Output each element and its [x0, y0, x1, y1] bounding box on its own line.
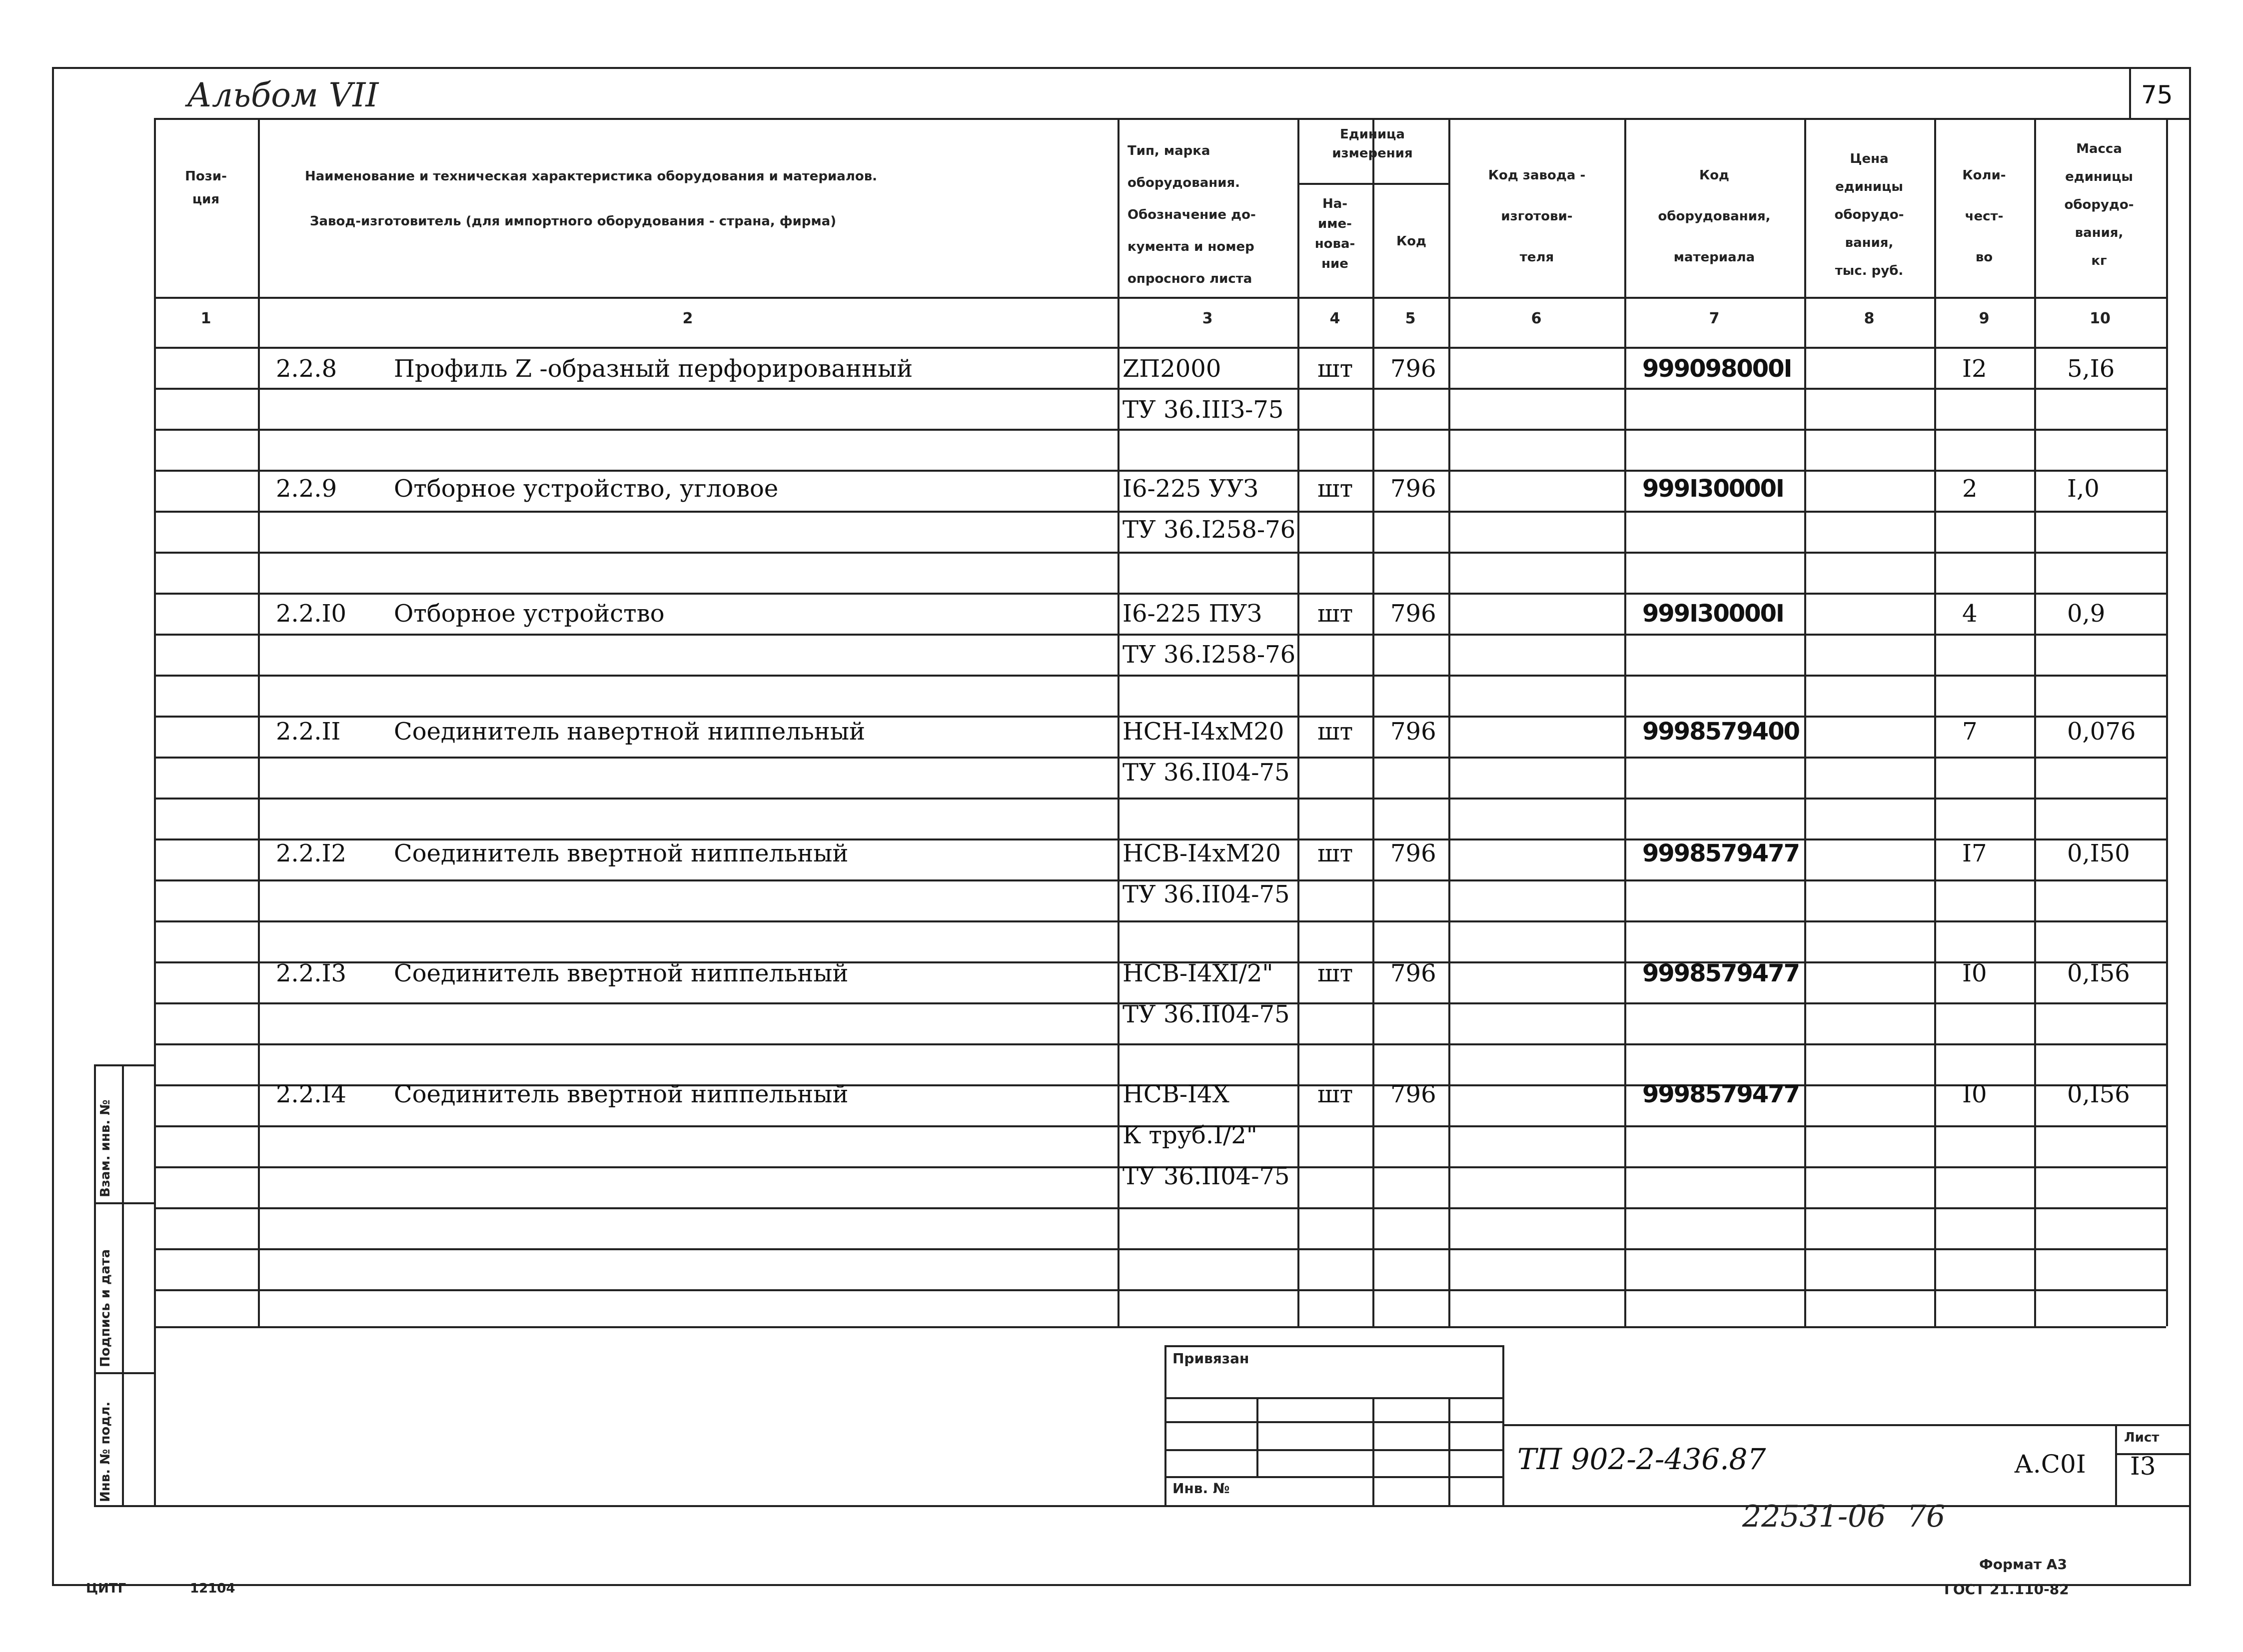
row-line [154, 634, 2166, 636]
item-spec: ТУ 36.I258-76 [1122, 516, 1296, 544]
album-note: Альбом VII [187, 76, 379, 114]
item-spec: ТУ 36.II04-75 [1122, 1162, 1290, 1190]
format-label: Формат А3 [1979, 1556, 2067, 1573]
item-type: НСН-I4хМ20 [1122, 718, 1284, 746]
item-type: НСВ-I4ХI/2" [1122, 959, 1273, 987]
header-name-line1: Наименование и техническая характеристика оборудования и материалов. [305, 169, 878, 184]
item-position: 2.2.8 [276, 355, 337, 383]
privyazan-label: Привязан [1172, 1350, 1249, 1367]
header-quantity: Коли- чест- во [1962, 168, 2006, 265]
item-equipment-code: 999I30000I [1642, 600, 1784, 628]
item-quantity: I7 [1962, 839, 1987, 867]
column-line [1804, 118, 1806, 1326]
item-unit: шт [1317, 600, 1353, 628]
side-label-vzam: Взам. инв. № [98, 1099, 113, 1197]
item-position: 2.2.I2 [276, 839, 347, 867]
item-unit: шт [1317, 959, 1353, 987]
item-quantity: 2 [1962, 475, 1978, 503]
item-position: 2.2.I4 [276, 1080, 347, 1108]
item-mass: 0,076 [2067, 718, 2136, 746]
item-name: Отборное устройство, угловое [394, 475, 779, 503]
column-number: 6 [1531, 310, 1542, 327]
item-equipment-code: 999I30000I [1642, 475, 1784, 503]
row-line [154, 1043, 2166, 1045]
item-name: Профиль Z -образный перфорированный [394, 355, 913, 383]
item-type: НСВ-I4хМ20 [1122, 839, 1281, 867]
item-spec: ТУ 36.II04-75 [1122, 759, 1290, 787]
item-equipment-code: 999098000I [1642, 355, 1792, 383]
sheet-number: I3 [2130, 1452, 2156, 1481]
item-mass: 0,9 [2067, 600, 2106, 628]
item-equipment-code: 9998579400 [1642, 718, 1799, 746]
item-quantity: I0 [1962, 1080, 1987, 1108]
printer-mark: ЦИТГ [86, 1581, 126, 1596]
item-unit: шт [1317, 839, 1353, 867]
row-line [154, 1289, 2166, 1291]
item-spec: ТУ 36.II04-75 [1122, 880, 1290, 908]
header-unit-code: Код [1396, 234, 1427, 249]
row-line [154, 1248, 2166, 1250]
item-unit-code: 796 [1390, 1080, 1436, 1108]
header-name-line2: Завод-изготовитель (для импортного оборудования - страна, фирма) [310, 214, 837, 229]
column-number: 2 [682, 310, 693, 327]
side-label-podpis: Подпись и дата [98, 1249, 113, 1367]
row-line [154, 593, 2166, 595]
column-line [1297, 118, 1299, 1326]
column-number: 10 [2090, 310, 2111, 327]
item-unit: шт [1317, 355, 1353, 383]
item-equipment-code: 9998579477 [1642, 839, 1799, 867]
header-unit-name: На- име- нова- ние [1314, 196, 1355, 271]
item-mass: 5,I6 [2067, 355, 2115, 383]
row-line [154, 1326, 2166, 1328]
row-line [154, 920, 2166, 922]
row-line [154, 297, 2166, 299]
printer-number: 12104 [190, 1581, 235, 1596]
header-type: Тип, марка оборудования. Обозначение до- кумента и номер опросного листа [1127, 143, 1256, 286]
item-name: Соединитель навертной ниппельный [394, 718, 866, 746]
item-quantity: 4 [1962, 600, 1978, 628]
item-position: 2.2.9 [276, 475, 337, 503]
item-type: I6-225 ПУЗ [1122, 600, 1262, 628]
item-unit-code: 796 [1390, 355, 1436, 383]
column-line [2034, 118, 2036, 1326]
item-unit-code: 796 [1390, 959, 1436, 987]
item-name: Соединитель ввертной ниппельный [394, 1080, 849, 1108]
row-line [154, 470, 2166, 472]
header-price: Цена единицы оборудо- вания, тыс. руб. [1834, 151, 1904, 278]
item-unit: шт [1317, 718, 1353, 746]
page-number-top: 75 [2141, 80, 2173, 109]
item-spec: ТУ 36.II04-75 [1122, 1000, 1290, 1028]
item-name: Соединитель ввертной ниппельный [394, 959, 849, 987]
column-line [1624, 118, 1626, 1326]
column-number: 9 [1979, 310, 1990, 327]
item-mass: I,0 [2067, 475, 2100, 503]
row-line [154, 347, 2166, 349]
item-unit: шт [1317, 1080, 1353, 1108]
item-mass: 0,I56 [2067, 1080, 2130, 1108]
item-type: I6-225 УУЗ [1122, 475, 1258, 503]
item-spec: ТУ 36.IIIЗ-75 [1122, 396, 1284, 424]
item-type: ZП2000 [1122, 355, 1221, 383]
row-line [154, 675, 2166, 677]
sheet-code: А.С0I [2014, 1450, 2086, 1479]
column-number: 1 [200, 310, 211, 327]
column-number: 7 [1709, 310, 1720, 327]
item-spec: ТУ 36.I258-76 [1122, 641, 1296, 669]
column-line [258, 118, 260, 1326]
header-position: Пози- ция [185, 169, 227, 207]
column-number: 4 [1329, 310, 1340, 327]
column-line [1448, 118, 1450, 1326]
header-unit-group: Единица измерения [1332, 127, 1413, 161]
item-position: 2.2.I0 [276, 600, 347, 628]
item-name: Соединитель ввертной ниппельный [394, 839, 849, 867]
item-spec: К труб.I/2" [1122, 1121, 1257, 1149]
item-type: НСВ-I4Х [1122, 1080, 1229, 1108]
item-quantity: I2 [1962, 355, 1987, 383]
item-name: Отборное устройство [394, 600, 665, 628]
gost-label: ГОСТ 21.110-82 [1944, 1581, 2069, 1598]
item-mass: 0,I56 [2067, 959, 2130, 987]
item-unit-code: 796 [1390, 839, 1436, 867]
header-equipment-code: Код оборудования, материала [1658, 168, 1771, 265]
item-quantity: I0 [1962, 959, 1987, 987]
column-line [1934, 118, 1936, 1326]
item-position: 2.2.II [276, 718, 341, 746]
column-number: 8 [1864, 310, 1875, 327]
column-line [2166, 118, 2168, 1326]
stamp-number: 22531-06 [1742, 1499, 1886, 1534]
item-equipment-code: 9998579477 [1642, 959, 1799, 987]
item-unit-code: 796 [1390, 600, 1436, 628]
header-plant-code: Код завода - изготови- теля [1488, 168, 1586, 265]
inv-no-label: Инв. № [1172, 1480, 1230, 1497]
item-quantity: 7 [1962, 718, 1978, 746]
doc-code: ТП 902-2-436.87 [1517, 1442, 1766, 1476]
column-line [1372, 118, 1374, 1326]
item-unit: шт [1317, 475, 1353, 503]
row-line [154, 429, 2166, 431]
page-number-bottom: 76 [1907, 1499, 1946, 1534]
unit-group-line [1297, 183, 1448, 185]
column-line [1118, 118, 1120, 1326]
item-unit-code: 796 [1390, 475, 1436, 503]
row-line [154, 552, 2166, 554]
row-line [154, 1207, 2166, 1209]
column-number: 3 [1202, 310, 1213, 327]
item-position: 2.2.I3 [276, 959, 347, 987]
item-equipment-code: 9998579477 [1642, 1080, 1799, 1108]
side-label-inv-podl: Инв. № подл. [98, 1401, 113, 1502]
header-mass: Масса единицы оборудо- вания, кг [2064, 141, 2134, 268]
sheet-label: Лист [2124, 1430, 2160, 1445]
row-line [154, 511, 2166, 513]
column-number: 5 [1405, 310, 1416, 327]
item-mass: 0,I50 [2067, 839, 2130, 867]
item-unit-code: 796 [1390, 718, 1436, 746]
row-line [154, 388, 2166, 390]
row-line [154, 798, 2166, 800]
